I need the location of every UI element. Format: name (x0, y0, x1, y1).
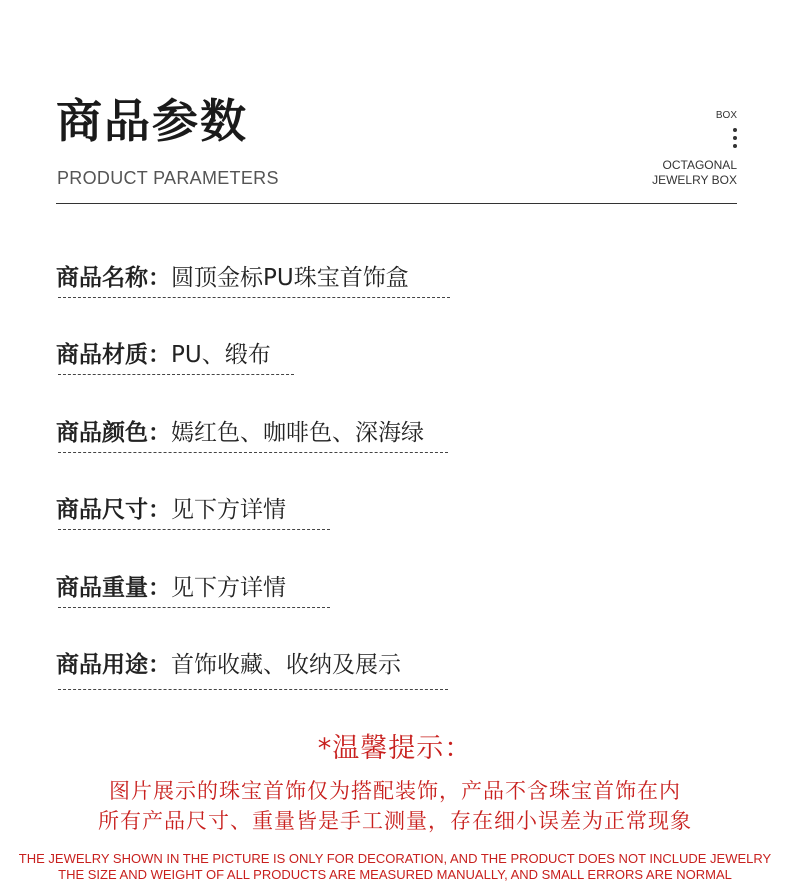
param-label: 商品名称： (56, 265, 171, 291)
param-label: 商品用途： (56, 652, 171, 678)
param-label: 商品颜色： (56, 420, 171, 446)
param-row-material (56, 336, 271, 369)
dots-decoration (733, 128, 737, 152)
dashed-underline (58, 689, 448, 690)
dashed-underline (58, 529, 330, 530)
param-label: 商品材质： (56, 342, 171, 368)
header-divider (56, 203, 737, 204)
param-value: 圆顶金标PU珠宝首饰盒 (171, 265, 409, 291)
param-row-name (56, 259, 409, 292)
param-label: 商品尺寸： (56, 497, 171, 523)
param-row-color (56, 414, 424, 447)
brand-line-2: JEWELRY BOX (652, 173, 737, 187)
notice-en-line-2: THE SIZE AND WEIGHT OF ALL PRODUCTS ARE MEASURED MANUALLY, AND SMALL ERRORS ARE NORMAL (58, 867, 732, 882)
brand-label (652, 158, 737, 188)
param-row-weight (56, 569, 286, 602)
param-row-usage (56, 646, 401, 679)
dashed-underline (58, 452, 448, 453)
page-title: 商品参数 (56, 94, 248, 148)
dashed-underline (58, 374, 294, 375)
notice-title: *温馨提示： (317, 733, 473, 764)
notice-line-1: 图片展示的珠宝首饰仅为搭配装饰，产品不含珠宝首饰在内 (109, 779, 681, 803)
param-value: 首饰收藏、收纳及展示 (171, 652, 401, 678)
param-label: 商品重量： (56, 575, 171, 601)
brand-line-1: OCTAGONAL (662, 158, 737, 172)
notice-en-line-1: THE JEWELRY SHOWN IN THE PICTURE IS ONLY FOR DECORATION, AND THE PRODUCT DOES NOT INCLUDE JEWELRY (18, 851, 772, 866)
param-row-size (56, 491, 286, 524)
page-subtitle: PRODUCT PARAMETERS (57, 168, 279, 188)
box-tag: BOX (715, 110, 737, 121)
dashed-underline (58, 297, 450, 298)
notice-line-2: 所有产品尺寸、重量皆是手工测量，存在细小误差为正常现象 (98, 809, 692, 833)
param-value: PU、缎布 (171, 342, 271, 368)
param-value: 嫣红色、咖啡色、深海绿 (171, 420, 424, 446)
dashed-underline (58, 607, 330, 608)
param-value: 见下方详情 (171, 575, 286, 601)
param-value: 见下方详情 (171, 497, 286, 523)
